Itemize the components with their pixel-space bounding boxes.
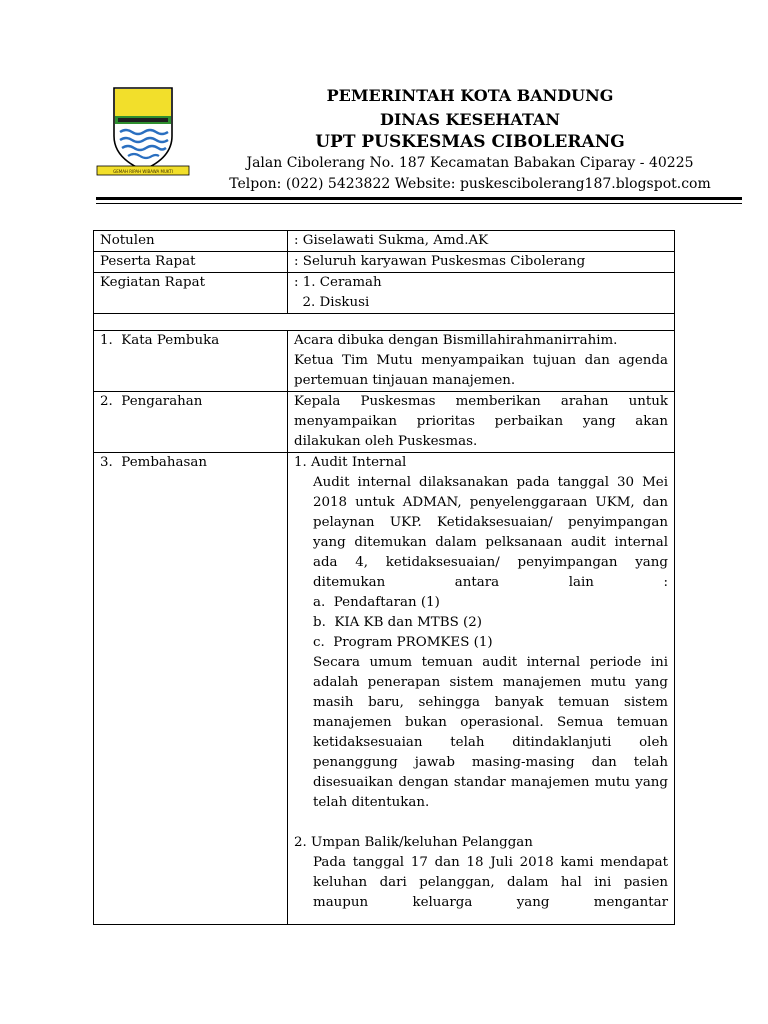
table-row [94,453,675,925]
bandung-city-logo [96,86,190,178]
letterhead-rule-thick [96,197,742,200]
item-label: 2. Pengarahan [94,392,288,453]
header-address: Jalan Cibolerang No. 187 Kecamatan Babakan Ciparay - 40225 [246,155,694,171]
item-label: 1. Kata Pembuka [94,331,288,392]
header-department: DINAS KESEHATAN [379,110,561,129]
table-row [94,331,675,392]
finding-item: b. KIA KB dan MTBS (2) [313,615,482,630]
activity-item: 2. Diskusi [294,295,370,310]
activity-item: : 1. Ceramah [294,275,382,290]
finding-item: a. Pendaftaran (1) [313,595,440,610]
logo-ribbon-text: GEMAH RIPAH WIBAWA MUKTI [113,169,173,174]
audit-text: Audit internal dilaksanakan pada tanggal 30 Mei 2018 untuk ADMAN, penyelenggaraan UKM, dan pelaynan UKP. Ketidaksesuaian/ penyimpangan yang ditemukan dalam pelksanaan audit internal ada 4, ketidaksesuaian/ penyimpangan yang ditemukan antara lain : [313,475,668,590]
table-row [94,392,675,453]
opening-agenda: Ketua Tim Mutu menyampaikan tujuan dan agenda pertemuan tinjauan manajemen. [294,353,668,388]
audit-summary: Secara umum temuan audit internal periode ini adalah penerapan sistem manajemen mutu yang masih baru, sehingga banyak temuan sistem manajemen bukan operasional. Semua temuan ketidaksesuaian telah ditindaklanjuti oleh penanggung jawab masing-masing dan telah disesuaikan dengan standar manajemen mutu yang telah ditentukan. [313,655,668,810]
table-row [94,273,675,314]
finding-item: c. Program PROMKES (1) [313,635,493,650]
header-institution: UPT PUSKESMAS CIBOLERANG [315,132,625,152]
table-row [94,252,675,273]
header-contact: Telpon: (022) 5423822 Website: puskescibolerang187.blogspot.com [229,176,711,192]
header-government: PEMERINTAH KOTA BANDUNG [326,86,614,105]
table-row [94,231,675,252]
info-label: Kegiatan Rapat [94,273,288,314]
letterhead-rule-thin [96,203,742,204]
item-label: 3. Pembahasan [94,453,288,925]
direction-text: Kepala Puskesmas memberikan arahan untuk menyampaikan prioritas perbaikan yang akan dilakukan oleh Puskesmas. [288,392,675,453]
minutes-table [93,230,675,925]
audit-title: 1. Audit Internal [294,455,407,470]
info-value: : Giselawati Sukma, Amd.AK [288,231,675,252]
info-label: Notulen [94,231,288,252]
table-spacer-row [94,314,675,331]
info-value [288,273,675,314]
feedback-title: 2. Umpan Balik/keluhan Pelanggan [294,835,533,850]
feedback-text: Pada tanggal 17 dan 18 Juli 2018 kami mendapat keluhan dari pelanggan, dalam hal ini pasien maupun keluarga yang mengantar [313,855,668,910]
info-label: Peserta Rapat [94,252,288,273]
info-value: : Seluruh karyawan Puskesmas Cibolerang [288,252,675,273]
opening-text: Acara dibuka dengan Bismillahirahmanirrahim. [294,333,618,348]
